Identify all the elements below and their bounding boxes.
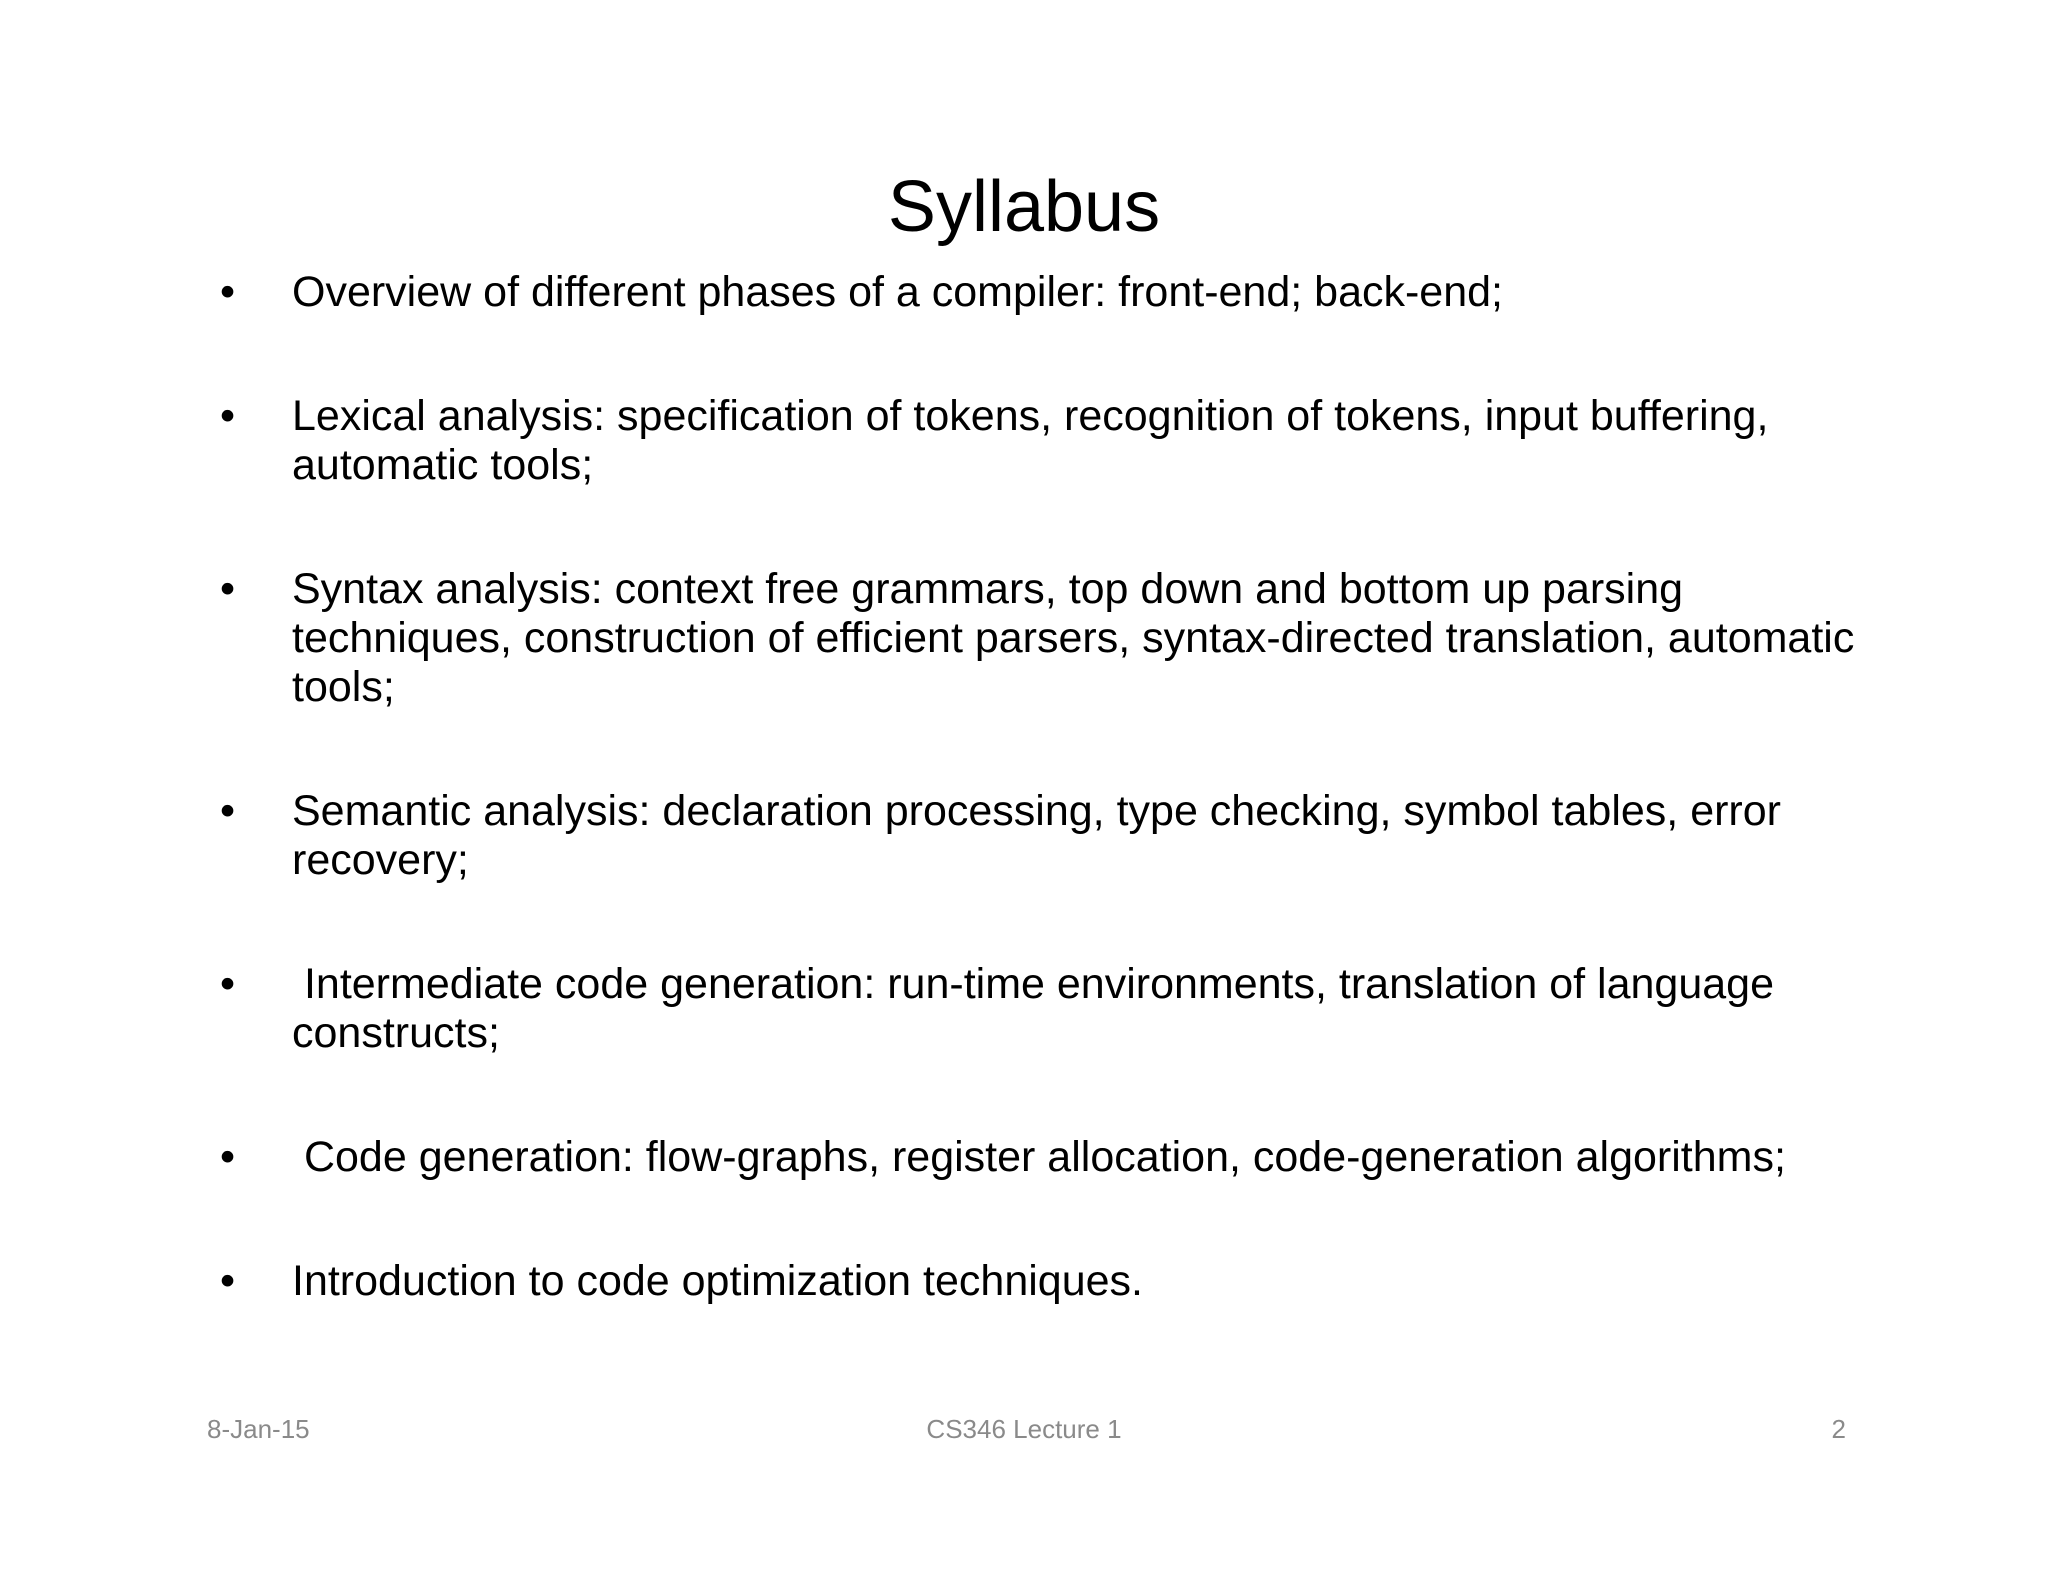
footer-course-label: CS346 Lecture 1: [926, 1414, 1122, 1444]
bullet-item: [220, 1133, 1860, 1182]
footer-date: 8-Jan-15: [207, 1414, 310, 1444]
bullet-text: Lexical analysis: specification of tokens, recognition of tokens, input buffering, automatic tools;: [292, 392, 1769, 489]
footer-page-number: 2: [1831, 1414, 1846, 1444]
bullet-text: Semantic analysis: declaration processing, type checking, symbol tables, error recovery;: [292, 787, 1781, 884]
bullet-item: [220, 787, 1860, 885]
bullet-dot: •: [220, 1133, 236, 1181]
bullet-dot: •: [220, 565, 236, 613]
bullet-item: [220, 960, 1860, 1058]
bullet-item: [220, 268, 1860, 317]
bullet-list: [220, 268, 1860, 1381]
bullet-item: [220, 565, 1860, 712]
bullet-dot: •: [220, 960, 236, 1008]
bullet-dot: •: [220, 1257, 236, 1305]
bullet-text: Introduction to code optimization techniques.: [292, 1257, 1143, 1305]
bullet-dot: •: [220, 392, 236, 440]
bullet-text: Code generation: flow-graphs, register allocation, code-generation algorithms;: [292, 1133, 1786, 1181]
bullet-dot: •: [220, 787, 236, 835]
bullet-item: [220, 392, 1860, 490]
bullet-text: Syntax analysis: context free grammars, top down and bottom up parsing techniques, construction of efficient parsers, syntax-directed translation, automatic tools;: [292, 565, 1855, 711]
bullet-dot: •: [220, 268, 236, 316]
slide-title: Syllabus: [887, 167, 1161, 247]
bullet-text: Intermediate code generation: run-time environments, translation of language constructs;: [292, 960, 1786, 1057]
bullet-text: Overview of different phases of a compiler: front-end; back-end;: [292, 268, 1503, 316]
bullet-item: [220, 1257, 1860, 1306]
